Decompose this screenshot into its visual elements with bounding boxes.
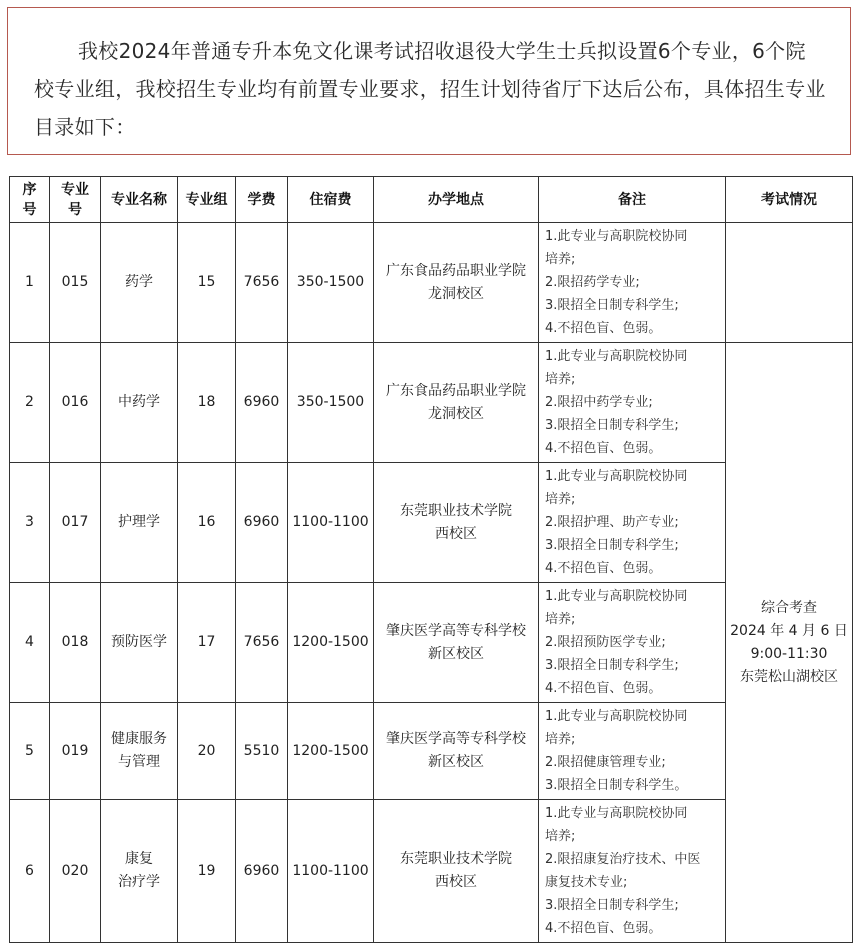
cell-fee: 6960 xyxy=(236,463,288,583)
cell-code: 017 xyxy=(50,463,101,583)
cell-fee: 7656 xyxy=(236,583,288,703)
cell-name: 药学 xyxy=(101,223,178,343)
header-fee: 学费 xyxy=(236,177,288,223)
cell-notes: 1.此专业与高职院校协同 培养; 2.限招中药学专业; 3.限招全日制专科学生; 4.不招色盲、色弱。 xyxy=(539,343,726,463)
cell-exam: 综合考查 2024 年 4 月 6 日 9:00-11:30 东莞松山湖校区 xyxy=(726,343,853,943)
cell-group: 16 xyxy=(178,463,236,583)
cell-location: 肇庆医学高等专科学校 新区校区 xyxy=(374,703,539,800)
cell-group: 15 xyxy=(178,223,236,343)
cell-code: 015 xyxy=(50,223,101,343)
cell-seq: 1 xyxy=(10,223,50,343)
cell-notes: 1.此专业与高职院校协同 培养; 2.限招预防医学专业; 3.限招全日制专科学生; 4.不招色盲、色弱。 xyxy=(539,583,726,703)
cell-code: 016 xyxy=(50,343,101,463)
cell-dorm: 1200-1500 xyxy=(288,703,374,800)
header-name: 专业名称 xyxy=(101,177,178,223)
cell-fee: 5510 xyxy=(236,703,288,800)
cell-fee: 6960 xyxy=(236,343,288,463)
cell-name: 康复 治疗学 xyxy=(101,800,178,943)
cell-notes: 1.此专业与高职院校协同 培养; 2.限招药学专业; 3.限招全日制专科学生; 4.不招色盲、色弱。 xyxy=(539,223,726,343)
cell-location: 广东食品药品职业学院 龙洞校区 xyxy=(374,343,539,463)
cell-dorm: 1200-1500 xyxy=(288,583,374,703)
header-group: 专业组 xyxy=(178,177,236,223)
table-header-row xyxy=(10,177,853,223)
cell-seq: 3 xyxy=(10,463,50,583)
cell-fee: 7656 xyxy=(236,223,288,343)
header-location: 办学地点 xyxy=(374,177,539,223)
cell-dorm: 1100-1100 xyxy=(288,463,374,583)
cell-seq: 5 xyxy=(10,703,50,800)
table-row xyxy=(10,343,853,463)
cell-dorm: 350-1500 xyxy=(288,343,374,463)
cell-location: 东莞职业技术学院 西校区 xyxy=(374,463,539,583)
header-seq: 序 号 xyxy=(10,177,50,223)
cell-name: 护理学 xyxy=(101,463,178,583)
cell-name: 预防医学 xyxy=(101,583,178,703)
cell-group: 19 xyxy=(178,800,236,943)
cell-notes: 1.此专业与高职院校协同 培养; 2.限招护理、助产专业; 3.限招全日制专科学生; 4.不招色盲、色弱。 xyxy=(539,463,726,583)
cell-group: 18 xyxy=(178,343,236,463)
cell-fee: 6960 xyxy=(236,800,288,943)
cell-exam-empty xyxy=(726,223,853,343)
cell-dorm: 350-1500 xyxy=(288,223,374,343)
header-code: 专业 号 xyxy=(50,177,101,223)
cell-notes: 1.此专业与高职院校协同 培养; 2.限招健康管理专业; 3.限招全日制专科学生。 xyxy=(539,703,726,800)
cell-location: 肇庆医学高等专科学校 新区校区 xyxy=(374,583,539,703)
cell-dorm: 1100-1100 xyxy=(288,800,374,943)
cell-group: 17 xyxy=(178,583,236,703)
cell-seq: 2 xyxy=(10,343,50,463)
cell-code: 018 xyxy=(50,583,101,703)
cell-seq: 6 xyxy=(10,800,50,943)
header-dorm: 住宿费 xyxy=(288,177,374,223)
intro-box xyxy=(7,7,851,155)
header-notes: 备注 xyxy=(539,177,726,223)
cell-code: 019 xyxy=(50,703,101,800)
cell-seq: 4 xyxy=(10,583,50,703)
cell-location: 广东食品药品职业学院 龙洞校区 xyxy=(374,223,539,343)
header-exam: 考试情况 xyxy=(726,177,853,223)
cell-notes: 1.此专业与高职院校协同 培养; 2.限招康复治疗技术、中医 康复技术专业; 3.限招全日制专科学生; 4.不招色盲、色弱。 xyxy=(539,800,726,943)
admission-table xyxy=(9,176,853,943)
cell-code: 020 xyxy=(50,800,101,943)
cell-name: 中药学 xyxy=(101,343,178,463)
cell-group: 20 xyxy=(178,703,236,800)
intro-paragraph: 我校2024年普通专升本免文化课考试招收退役大学生士兵拟设置6个专业，6个院校专业组，我校招生专业均有前置专业要求，招生计划待省厅下达后公布，具体招生专业目录如下： xyxy=(34,39,826,139)
cell-name: 健康服务 与管理 xyxy=(101,703,178,800)
table-row xyxy=(10,223,853,343)
cell-location: 东莞职业技术学院 西校区 xyxy=(374,800,539,943)
